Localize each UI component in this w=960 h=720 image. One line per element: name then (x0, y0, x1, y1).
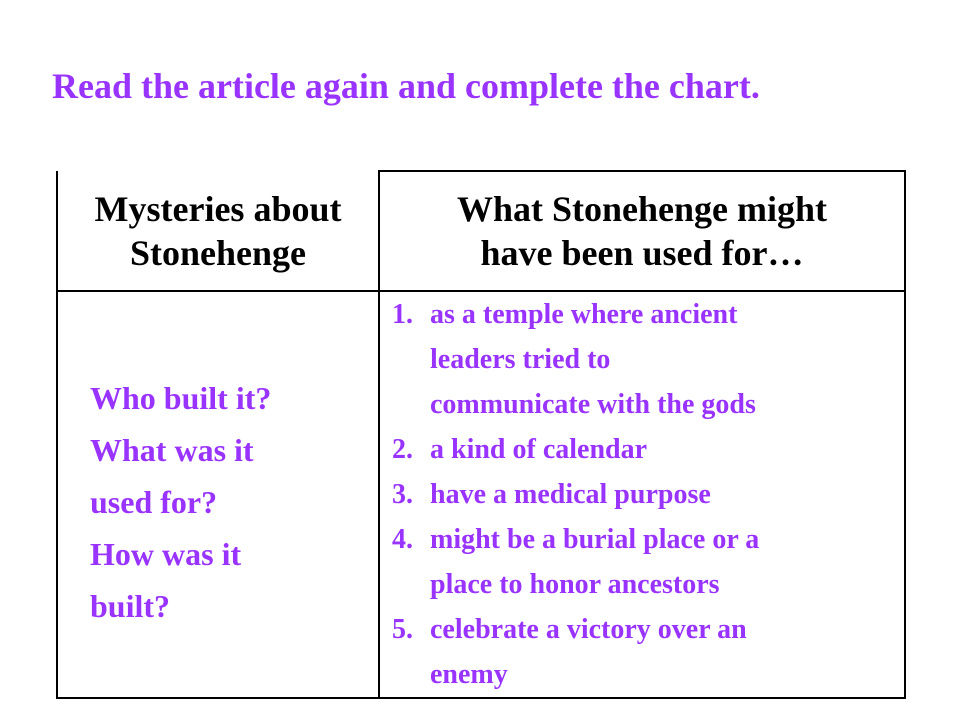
question-line: What was it (90, 432, 254, 468)
answers-list (380, 292, 904, 697)
answer-text (430, 607, 904, 697)
answer-line: leaders tried to (430, 344, 611, 375)
question-line: used for? (90, 484, 218, 520)
instruction-heading: Read the article again and complete the chart. (52, 66, 760, 106)
answer-item (392, 292, 904, 427)
question-line: Who built it? (90, 380, 272, 416)
header-mysteries-line-1: Mysteries about (94, 188, 342, 229)
answer-line: enemy (430, 659, 508, 690)
answer-number: 5. (392, 614, 413, 645)
header-uses (379, 171, 905, 291)
answer-line: might be a burial place or a (430, 524, 760, 555)
answer-line: have a medical purpose (430, 479, 711, 510)
header-uses-line-2: have been used for… (480, 233, 804, 273)
answer-text (430, 472, 904, 517)
header-mysteries-line-2: Stonehenge (129, 232, 306, 273)
answer-text (430, 517, 904, 607)
header-uses-line-1: What Stonehenge might (456, 189, 828, 229)
answer-item (392, 517, 904, 607)
answer-text (430, 292, 904, 427)
answer-line: place to honor ancestors (430, 569, 720, 600)
answer-number: 3. (392, 479, 413, 510)
answer-line: communicate with the gods (430, 389, 756, 420)
answer-line: a kind of calendar (430, 434, 648, 465)
answer-line: as a temple where ancient (430, 299, 738, 330)
answer-text (430, 427, 904, 472)
question-line: How was it (90, 536, 242, 572)
answer-line: celebrate a victory over an (430, 614, 747, 645)
header-row (57, 171, 905, 291)
answer-number: 1. (392, 299, 413, 330)
answer-number: 2. (392, 434, 413, 465)
answer-item (392, 607, 904, 697)
stonehenge-chart (56, 170, 906, 699)
answers-cell (379, 291, 905, 698)
questions-cell (57, 291, 379, 698)
answer-number: 4. (392, 524, 413, 555)
answer-item (392, 427, 904, 472)
answer-item (392, 472, 904, 517)
header-mysteries (57, 171, 379, 291)
question-line: built? (90, 588, 171, 624)
content-row (57, 291, 905, 698)
